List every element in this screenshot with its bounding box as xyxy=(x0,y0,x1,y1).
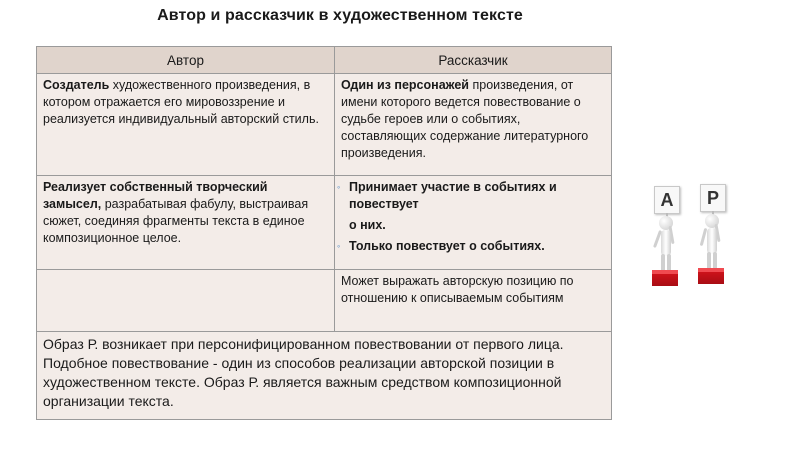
cell-author-empty xyxy=(37,270,335,332)
narrator-definition-bold: Один из персонажей xyxy=(341,78,469,92)
table-header-row xyxy=(37,47,612,74)
cell-narrator-position: Может выражать авторскую позицию по отношению к описываемым событиям xyxy=(335,270,612,332)
header-author: Автор xyxy=(37,47,335,74)
bullet-icon: ◦ xyxy=(337,241,341,251)
pedestal-top xyxy=(652,270,678,274)
table-row xyxy=(37,176,612,270)
author-definition-bold: Создатель xyxy=(43,78,110,92)
author-role-bold: Реализует собственный творческий замысел, xyxy=(43,180,268,211)
cell-narrator-definition xyxy=(335,74,612,176)
table-row xyxy=(37,74,612,176)
cell-summary: Образ Р. возникает при персонифицированном повествовании от первого лица. Подобное повествование - один из способов реализации авторской позиции в художественном тексте. Образ Р. является важным средством композиционной организации текста. xyxy=(37,332,612,420)
cell-narrator-role xyxy=(335,176,612,270)
sign-r: Р xyxy=(700,184,726,212)
narrator-definition-text: произведения, от имени которого ведется повествование о судьбе героев или о событиях, составляющих содержание литературного произведения. xyxy=(341,78,589,160)
author-definition-text: художественного произведения, в котором отражается его мировоззрение и реализуется индивидуальный авторский стиль. xyxy=(43,78,319,126)
figure-body xyxy=(661,230,671,256)
table-row xyxy=(37,270,612,332)
author-role-text: разрабатывая фабулу, выстраивая сюжет, соединяя фрагменты текста в единое композиционное целое. xyxy=(43,197,309,245)
table-row xyxy=(37,332,612,420)
cell-author-definition xyxy=(37,74,335,176)
pedestal-top xyxy=(698,268,724,272)
header-narrator: Рассказчик xyxy=(335,47,612,74)
list-item: ◦ Принимает участие в событиях и повествует xyxy=(337,180,557,211)
comparison-table xyxy=(36,46,612,420)
list-item: ◦ Только повествует о событиях. xyxy=(337,239,545,253)
list-item-continuation: о них. xyxy=(349,218,386,232)
narrator-role-list xyxy=(337,179,605,255)
sign-a: А xyxy=(654,186,680,214)
cell-author-role xyxy=(37,176,335,270)
figure-body xyxy=(707,228,717,254)
page-title: Автор и рассказчик в художественном тексте xyxy=(157,7,523,24)
bullet-icon: ◦ xyxy=(337,182,341,192)
